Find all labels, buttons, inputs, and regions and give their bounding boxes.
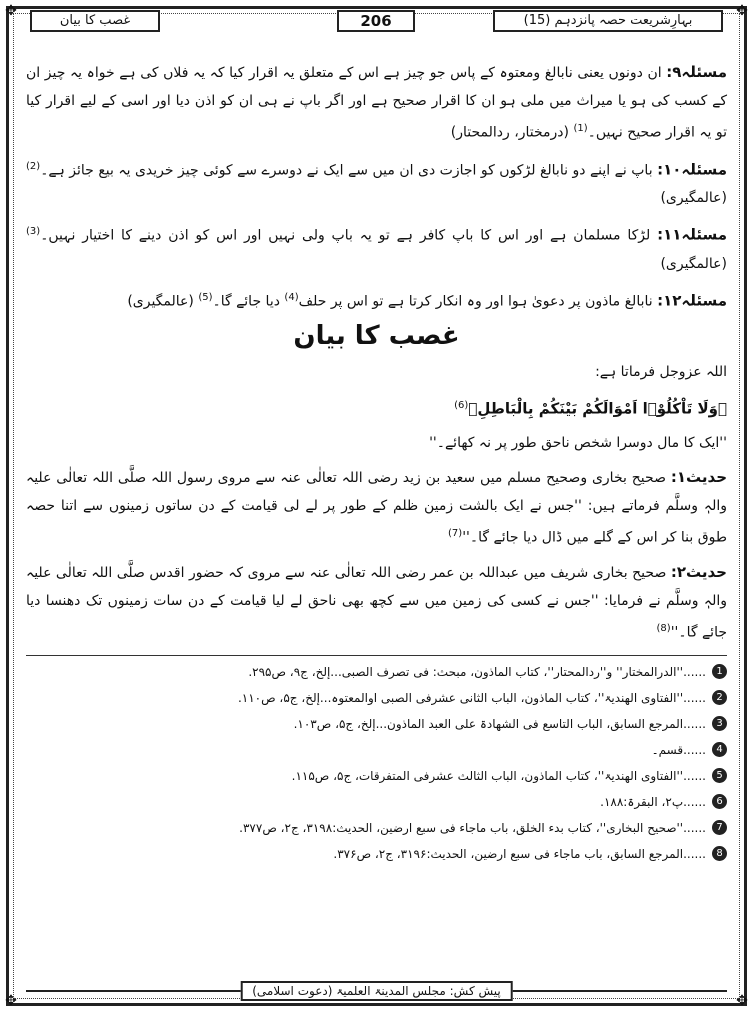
footnote-item bbox=[26, 792, 727, 812]
footnote-number: 3 bbox=[712, 716, 727, 731]
hadith-text: صحیح بخاری وصحیح مسلم میں سعید بن زید رضی اللہ تعالٰی عنہ سے مروی رسول اللہ صلَّی اللہ تعالٰی علیہ والہٖ وسلَّم فرماتے ہیں: ''جس نے ایک بالشت زمین ظلم کے طور پر لے لی قیامت کے دن ساتوں زمینوں سے اتنا حصہ طوق بنا کر اس کے گلے میں ڈال دیا جائے گا۔'' bbox=[26, 470, 727, 546]
translation-line bbox=[26, 429, 727, 457]
footnote-item bbox=[26, 844, 727, 864]
intro-line bbox=[26, 358, 727, 386]
chapter-title bbox=[30, 10, 160, 32]
footnote-separator bbox=[26, 655, 727, 656]
corner-ornament-icon: ✥ bbox=[736, 993, 748, 1009]
ayah-text: ﴿وَلَا تَاْكُلُوْۤا اَمْوَالَكُمْ بَیْنَكُمْ بِالْبَاطِلِ﴾ bbox=[468, 399, 727, 418]
footnote-ref: (7) bbox=[448, 528, 463, 540]
book-title-text: بہارِشریعت حصہ پانزدہم (15) bbox=[523, 13, 693, 28]
footnote-text: ......''صحیح البخاری''، کتاب بدء الخلق، باب ماجاء فی سبع ارضین، الحدیث:۳۱۹۸، ج۲، ص۳۷۷. bbox=[239, 820, 706, 835]
corner-ornament-icon: ✥ bbox=[5, 993, 17, 1009]
masala-11 bbox=[26, 218, 727, 278]
masala-10 bbox=[26, 153, 727, 213]
footnote-item bbox=[26, 662, 727, 682]
footnote-ref: (6) bbox=[454, 399, 469, 411]
masala-text: لڑکا مسلمان ہے اور اس کا باپ کافر ہے تو یہ باپ ولی نہیں اور اس کو اذن دینے کا اختیار نہیں۔ bbox=[40, 227, 651, 244]
masala-source: (عالمگیری) bbox=[127, 293, 194, 310]
footnote-text: ......''الفتاوی الھندیۃ''، کتاب الماذون، الباب الثانی عشرفی الصبی اوالمعتوہ...إلخ، ج۵، ص۱۱۰. bbox=[237, 690, 706, 705]
page-content bbox=[26, 58, 727, 870]
masala-source: (عالمگیری) bbox=[660, 255, 727, 272]
masala-label: مسئلہ۱۲: bbox=[657, 291, 727, 310]
footnote-number: 7 bbox=[712, 820, 727, 835]
page-number-text: 206 bbox=[360, 12, 392, 30]
footnote-text: ......''الدرالمختار'' و''ردالمحتار''، کتاب الماذون، مبحث: فی تصرف الصبی...إلخ، ج۹، ص۲۹۵. bbox=[248, 664, 706, 679]
footnote-ref: (5) bbox=[198, 291, 213, 303]
footnote-ref: (1) bbox=[573, 123, 588, 134]
page-footer bbox=[26, 981, 727, 1001]
masala-text: دیا جائے گا۔ bbox=[212, 293, 280, 310]
hadith-2 bbox=[26, 558, 727, 647]
masala-text: باپ نے اپنے دو نابالغ لڑکوں کو اجازت دی ان میں سے ایک نے دوسرے سے کوئی چیز خریدی یہ بیع جائز ہے۔ bbox=[40, 162, 653, 179]
masala-label: مسئلہ۹: bbox=[666, 63, 727, 81]
footnote-text: ......المرجع السابق، الباب التاسع فی الشھادۃ علی العبد الماذون...إلخ، ج۵، ص۱۰۳. bbox=[293, 716, 706, 731]
hadith-text: صحیح بخاری شریف میں عبداللہ بن عمر رضی اللہ تعالٰی عنہ سے مروی کہ حضور اقدس صلَّی اللہ تعالٰی علیہ والہٖ وسلَّم نے فرمایا: ''جس نے کسی کی زمین میں سے کچھ بھی ناحق لے لیا قیامت کے دن سات زمینوں تک دھنسا دیا جائے گا۔'' bbox=[26, 564, 727, 641]
section-heading: غصب کا بیان bbox=[293, 320, 460, 351]
hadith-label: حدیث۱: bbox=[670, 468, 728, 487]
footnote-ref: (3) bbox=[26, 226, 41, 238]
footnote-text: ......قسم۔ bbox=[651, 742, 706, 757]
masala-source: (درمختار، ردالمحتار) bbox=[450, 124, 569, 141]
masala-12 bbox=[26, 284, 727, 316]
masala-9 bbox=[26, 58, 727, 147]
footnote-text: ......پ۲، البقرۃ:۱۸۸. bbox=[600, 794, 706, 809]
corner-ornament-icon: ✥ bbox=[5, 3, 17, 19]
corner-ornament-icon: ✥ bbox=[736, 3, 748, 19]
masala-text: ان دونوں یعنی نابالغ ومعتوہ کے پاس جو چیز ہے اس کے متعلق یہ اقرار کیا کہ یہ فلاں کی ہے خواہ یہ چیز ان کے کسب کی ہو یا میراث میں ملی ہو ان کا اقرار صحیح ہے اور اگر باپ نے ہی ان کو اذن دیا اور اسی کے لیے اقرار کیا تو یہ اقرار صحیح نہیں۔ bbox=[26, 65, 727, 141]
footnote-number: 6 bbox=[712, 794, 727, 809]
masala-source: (عالمگیری) bbox=[660, 190, 727, 207]
hadith-label: حدیث۲: bbox=[670, 562, 727, 581]
footnote-text: ......''الفتاوی الھندیۃ''، کتاب الماذون، الباب الثالث عشرفی المتفرقات، ج۵، ص۱۱۵. bbox=[291, 768, 706, 783]
footnote-item bbox=[26, 714, 727, 734]
footnote-number: 1 bbox=[712, 664, 727, 679]
masala-label: مسئلہ۱۰: bbox=[657, 160, 727, 179]
footnote-number: 4 bbox=[712, 742, 727, 757]
footnote-item bbox=[26, 766, 727, 786]
footnote-ref: (2) bbox=[26, 160, 41, 172]
publisher-credit: پیش کش: مجلس المدینۃ العلمیۃ (دعوت اسلامی) bbox=[240, 981, 513, 1001]
book-title bbox=[493, 10, 723, 32]
footnote-item bbox=[26, 688, 727, 708]
footnote-number: 8 bbox=[712, 846, 727, 861]
ayah-line bbox=[26, 392, 727, 424]
page-number bbox=[337, 10, 415, 32]
footnote-item bbox=[26, 818, 727, 838]
hadith-1 bbox=[26, 463, 727, 552]
masala-text: نابالغ ماذون پر دعویٰ ہوا اور وہ انکار کرتا ہے تو اس پر حلف bbox=[298, 293, 653, 310]
footnote-number: 2 bbox=[712, 690, 727, 705]
masala-label: مسئلہ۱۱: bbox=[657, 225, 727, 244]
footnote-ref: (4) bbox=[284, 291, 299, 303]
intro-text: اللہ عزوجل فرماتا ہے: bbox=[595, 363, 727, 380]
footnote-number: 5 bbox=[712, 768, 727, 783]
footnote-text: ......المرجع السابق، باب ماجاء فی سبع ارضین، الحدیث:۳۱۹۶، ج۲، ص۳۷۶. bbox=[333, 846, 706, 861]
chapter-title-text: غصب کا بیان bbox=[59, 13, 131, 28]
translation-text: ''ایک کا مال دوسرا شخص ناحق طور پر نہ کھائے۔'' bbox=[429, 435, 727, 452]
footnote-ref: (8) bbox=[656, 622, 671, 634]
footnote-item bbox=[26, 740, 727, 760]
